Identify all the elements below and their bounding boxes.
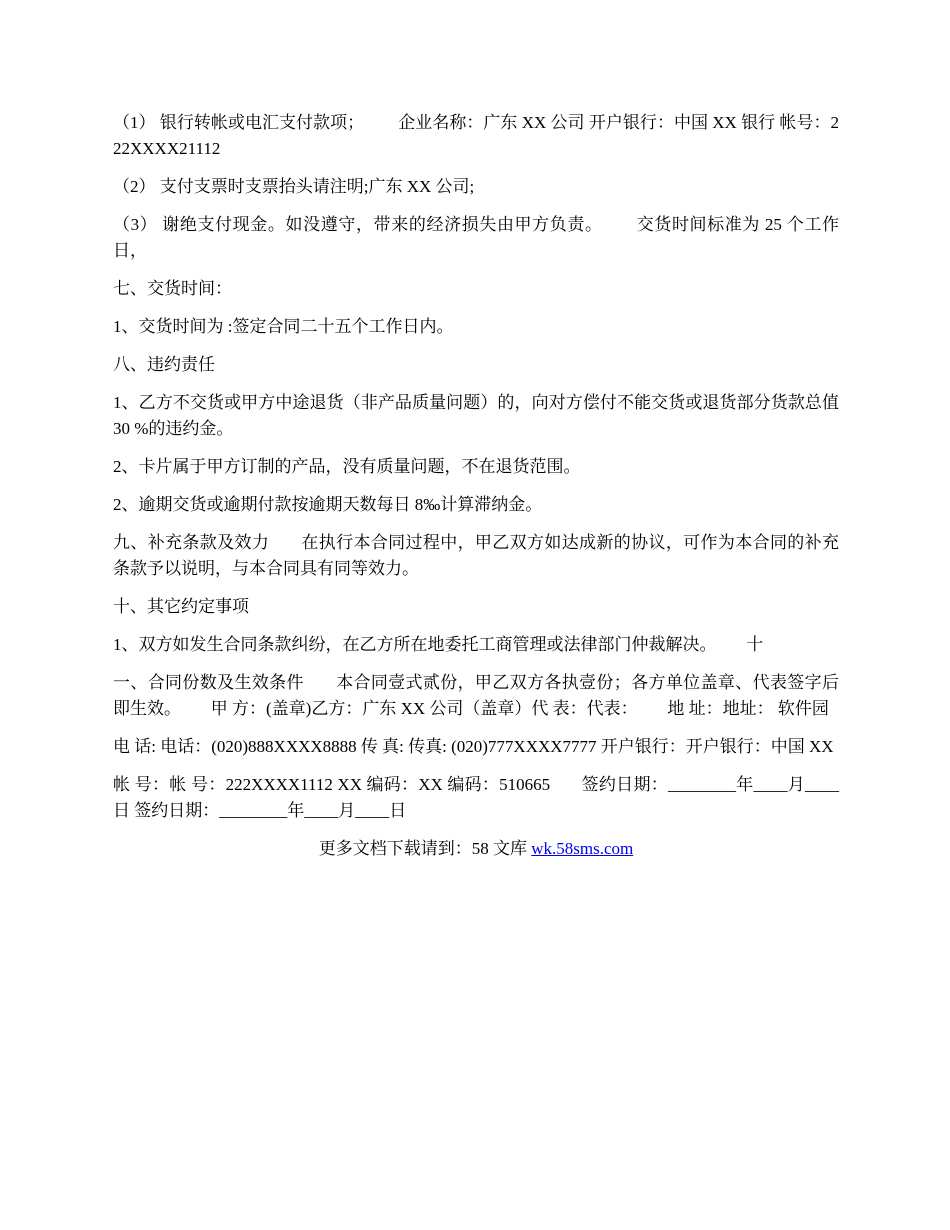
account-and-sign-date: 帐 号：帐 号：222XXXX1112 XX 编码：XX 编码：510665 签约日期：________年____月____日 签约日期：________年____月____日 [113, 775, 839, 820]
download-footer [113, 836, 839, 862]
copies-and-signatures: 一、合同份数及生效条件 本合同壹式贰份，甲乙双方各执壹份；各方单位盖章、代表签字后即生效。 甲 方：(盖章)乙方：广东 XX 公司（盖章）代 表：代表： 地 址：地址： 软件园 [113, 673, 839, 718]
supplementary-terms-clause: 九、补充条款及效力 在执行本合同过程中，甲乙双方如达成新的协议，可作为本合同的补充条款予以说明，与本合同具有同等效力。 [113, 533, 839, 578]
section-heading-breach: 八、违约责任 [113, 355, 215, 374]
breach-clause-3: 2、逾期交货或逾期付款按逾期天数每日 8‰计算滞纳金。 [113, 495, 543, 514]
payment-method-3: （3） 谢绝支付现金。如没遵守，带来的经济损失由甲方负责。 交货时间标准为 25 个工作日， [113, 215, 839, 260]
payment-method-1: （1） 银行转帐或电汇支付款项； 企业名称：广东 XX 公司 开户银行：中国 XX 银行 帐号：222XXXX21112 [113, 113, 839, 158]
document-page [113, 110, 844, 862]
footer-link[interactable]: wk.58sms.com [531, 839, 634, 858]
section-heading-delivery-time: 七、交货时间： [113, 279, 232, 298]
delivery-time-clause: 1、交货时间为 :签定合同二十五个工作日内。 [113, 317, 454, 336]
section-heading-other-terms: 十、其它约定事项 [113, 597, 249, 616]
breach-clause-2: 2、卡片属于甲方订制的产品，没有质量问题，不在退货范围。 [113, 457, 581, 476]
payment-method-2: （2） 支付支票时支票抬头请注明;广东 XX 公司; [113, 177, 475, 196]
contact-info: 电 话: 电话：(020)888XXXX8888 传 真: 传真: (020)777XXXX7777 开户银行：开户银行：中国 XX [113, 737, 834, 756]
dispute-clause: 1、双方如发生合同条款纠纷，在乙方所在地委托工商管理或法律部门仲裁解决。 十 [113, 635, 764, 654]
breach-clause-1: 1、乙方不交货或甲方中途退货（非产品质量问题）的，向对方偿付不能交货或退货部分货款总值 30 %的违约金。 [113, 393, 844, 438]
footer-prefix: 更多文档下载请到：58 文库 [318, 839, 532, 858]
